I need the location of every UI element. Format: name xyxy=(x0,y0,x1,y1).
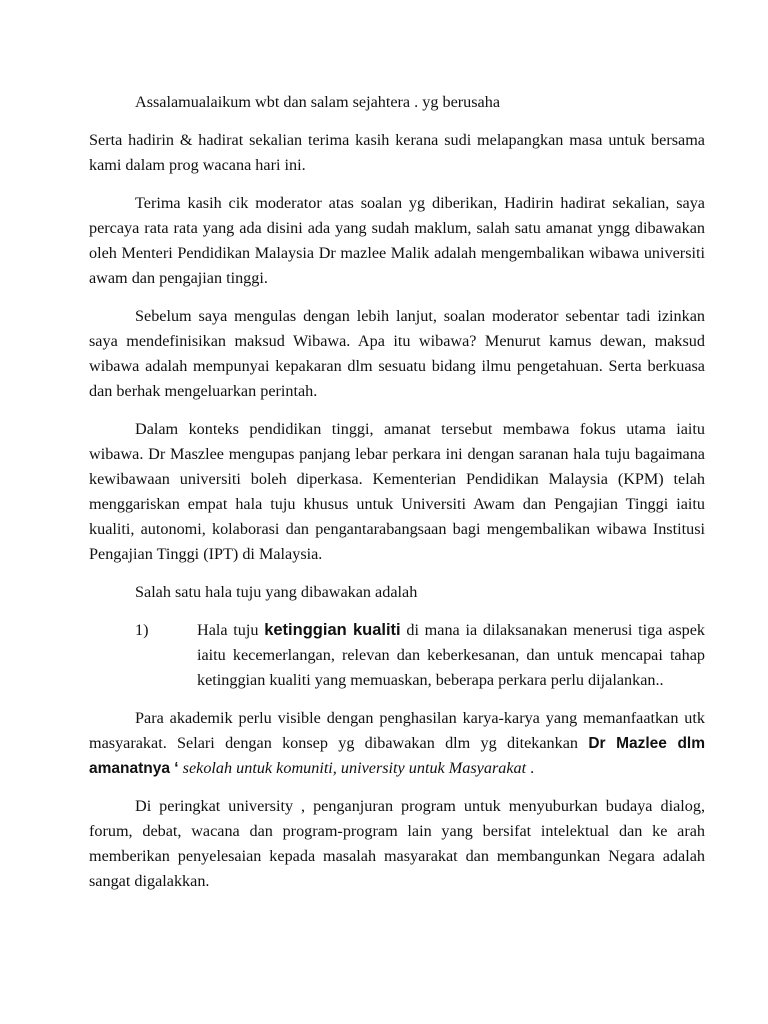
direction-intro-paragraph: Salah satu hala tuju yang dibawakan adalah xyxy=(135,583,418,601)
definition-paragraph: Sebelum saya mengulas dengan lebih lanjut, soalan moderator sebentar tadi izinkan saya mendefinisikan maksud Wibawa. Apa itu wibawa? Menurut kamus dewan, maksud wibawa adalah mempunyai kepakaran dlm sesuatu bidang ilmu pengetahuan. Serta berkuasa dan berhak mengeluarkan perintah. xyxy=(89,307,705,400)
list-item-number: 1) xyxy=(135,621,149,639)
list-item xyxy=(89,618,705,693)
university-program-paragraph: Di peringkat university , penganjuran program untuk menyuburkan budaya dialog, forum, debat, wacana dan program-program lain yang bersifat intelektual dan ke arah memberikan penyelesaian kepada masalah masyarakat dan membangunkan Negara adalah sangat digalakkan. xyxy=(89,797,705,890)
academics-paragraph xyxy=(89,706,705,781)
list-item-keyword: ketinggian kualiti xyxy=(264,621,401,639)
list-item-text-before: Hala tuju xyxy=(197,621,265,639)
list-item-text-after: di mana ia dilaksanakan menerusi tiga aspek iaitu kecemerlangan, relevan dan keberkesanan, dan untuk mencapai tahap ketinggian kualiti yang memuaskan, beberapa perkara perlu dijalankan.. xyxy=(197,621,705,689)
greeting-paragraph: Assalamualaikum wbt dan salam sejahtera . yg berusaha xyxy=(135,93,501,111)
academics-text: Para akademik perlu visible dengan penghasilan karya-karya yang memanfaatkan utk masyarakat. Selari dengan konsep yg dibawakan dlm yg ditekankan xyxy=(89,709,705,752)
academics-bold: Dr Mazlee dlm amanatnya ‘ xyxy=(89,735,705,777)
document-body xyxy=(89,90,705,907)
academics-italic-quote: sekolah untuk komuniti, university untuk Masyarakat xyxy=(178,759,527,777)
thanks-moderator-paragraph: Terima kasih cik moderator atas soalan yg diberikan, Hadirin hadirat sekalian, saya percaya rata rata yang ada disini ada yang sudah maklum, salah satu amanat yngg dibawakan oleh Menteri Pendidikan Malaysia Dr mazlee Malik adalah mengembalikan wibawa universiti awam dan pengajian tinggi. xyxy=(89,194,705,287)
academics-end: . xyxy=(526,759,535,777)
list-item-text xyxy=(197,618,705,693)
context-paragraph: Dalam konteks pendidikan tinggi, amanat tersebut membawa fokus utama iaitu wibawa. Dr Maszlee mengupas panjang lebar perkara ini dengan saranan hala tuju bagaimana kewibawaan universiti boleh diperkasa. Kementerian Pendidikan Malaysia (KPM) telah menggariskan empat hala tuju khusus untuk Universiti Awam dan Pengajian Tinggi iaitu kualiti, autonomi, kolaborasi dan pengantarabangsaan bagi mengembalikan wibawa Institusi Pengajian Tinggi (IPT) di Malaysia. xyxy=(89,420,705,563)
thanks-audience-paragraph: Serta hadirin & hadirat sekalian terima kasih kerana sudi melapangkan masa untuk bersama kami dalam prog wacana hari ini. xyxy=(89,131,705,174)
